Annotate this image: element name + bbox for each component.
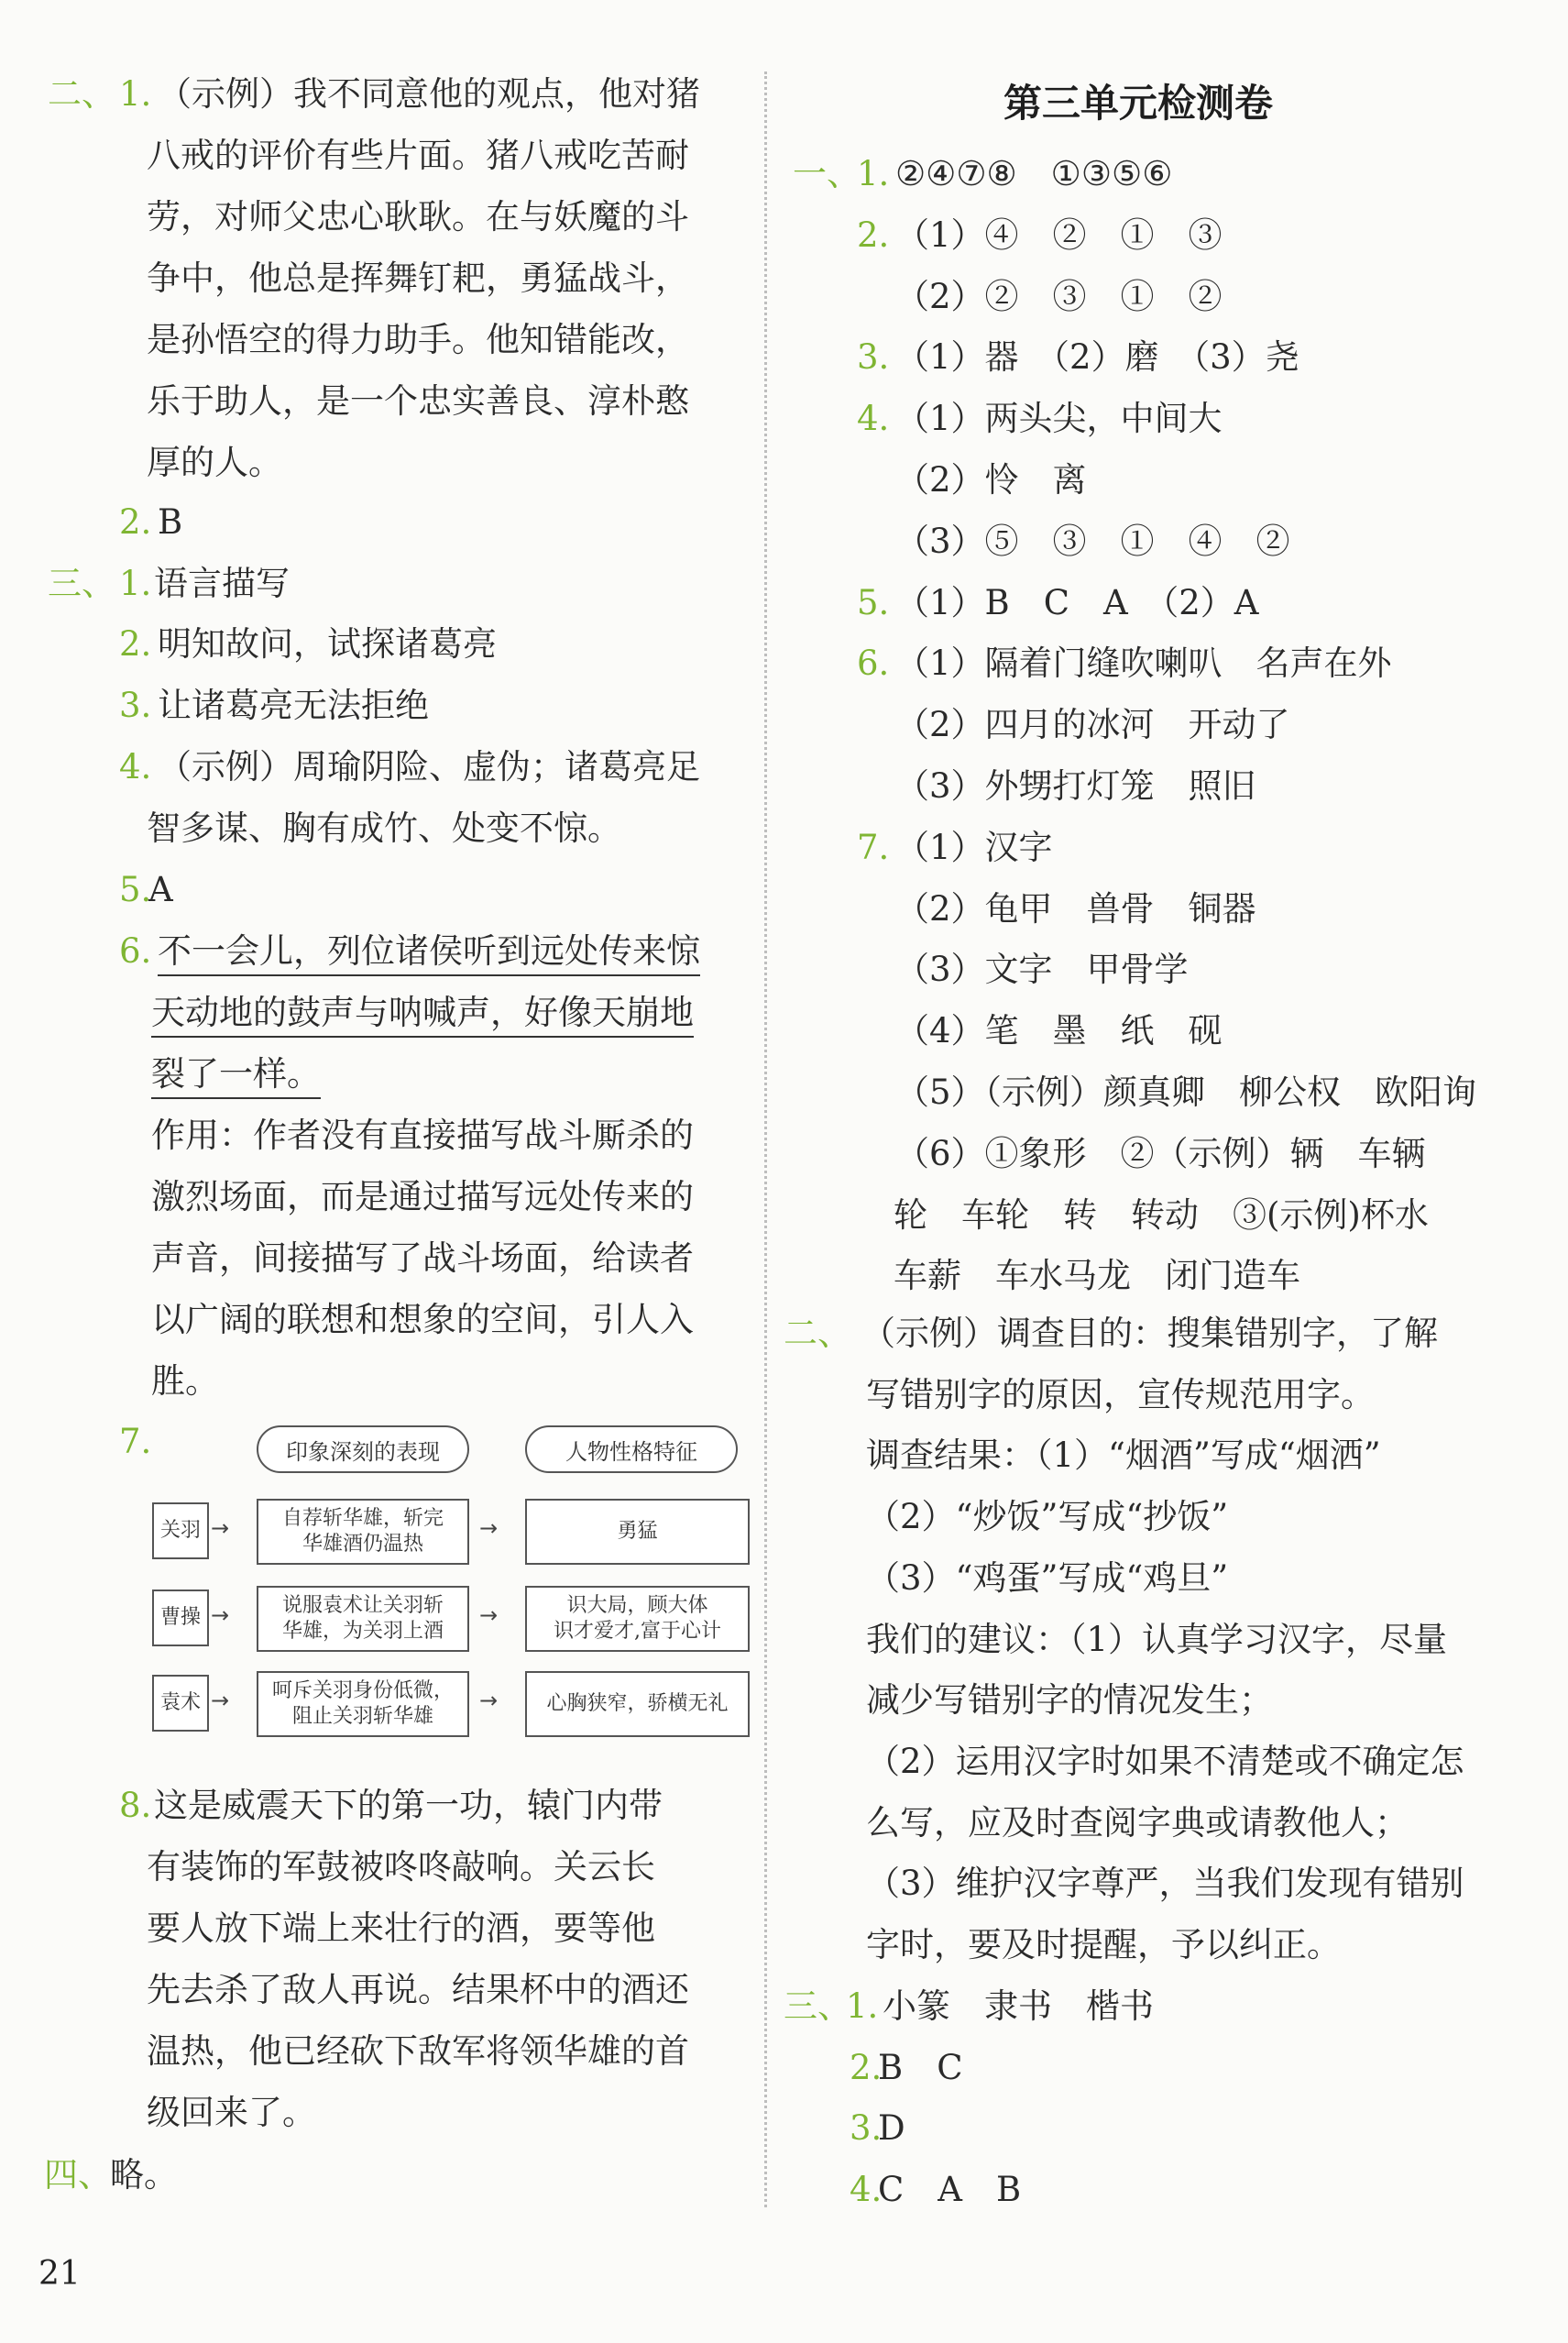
r-s2-line: （3）“鸡蛋”写成“鸡旦” <box>866 1557 1229 1598</box>
s3-q3-number: 3. <box>119 686 152 725</box>
r-s3-text: D <box>878 2108 905 2148</box>
arrow-icon: → <box>211 1602 230 1628</box>
s3-q5-answer: A <box>148 870 173 909</box>
r-item-number: 6. <box>857 644 890 684</box>
r-s3-number: 4. <box>850 2169 883 2209</box>
section-4-marker: 四、 <box>44 2155 112 2194</box>
s3-q6-effect-line: 胜。 <box>151 1361 219 1401</box>
r-item-text: ②④⑦⑧ ①③⑤⑥ <box>895 154 1173 193</box>
r-s3-text: B C <box>878 2047 963 2087</box>
r-item-text: （1）隔着门缝吹喇叭 名声在外 <box>895 644 1392 684</box>
s2-q1-line: 劳，对师父忠心耿耿。在与妖魔的斗 <box>147 197 689 236</box>
s2-q2-answer: B <box>158 502 183 542</box>
r-s2-line: （2）运用汉字时如果不清楚或不确定怎 <box>866 1741 1464 1781</box>
r-s3-number: 2. <box>850 2047 883 2087</box>
s3-q5-number: 5. <box>119 870 152 909</box>
s2-q1-line: 是孙悟空的得力助手。他知错能改， <box>147 320 689 359</box>
s4-answer: 略。 <box>110 2155 178 2194</box>
r-item-number: 3. <box>857 337 890 378</box>
s3-q6-effect-line: 声音，间接描写了战斗场面，给读者 <box>151 1238 694 1278</box>
s2-q1-line: （示例）我不同意他的观点，他对猪 <box>158 74 700 114</box>
r-s2-line: 调查结果：（1）“烟酒”写成“烟洒” <box>866 1436 1381 1476</box>
s3-q6-number: 6. <box>119 931 152 971</box>
r-item-number: 2. <box>857 214 890 255</box>
s3-q6-effect-line: 以广阔的联想和想象的空间，引人入 <box>151 1300 694 1339</box>
diagram-trait-line: 勇猛 <box>617 1520 658 1543</box>
diagram-trait <box>525 1499 750 1565</box>
s3-q6-underlined-line: 裂了一样。 <box>151 1051 321 1097</box>
s3-q3-answer: 让诸葛亮无法拒绝 <box>158 686 429 725</box>
s3-q6-effect-line: 激烈场面，而是通过描写远处传来的 <box>151 1177 694 1216</box>
r-item-text: （1）B C A （2）A <box>895 582 1259 622</box>
s3-q8-line: 有装饰的军鼓被咚咚敲响。关云长 <box>147 1847 655 1886</box>
r-item-number: 5. <box>857 582 890 622</box>
r-item-text: （2）② ③ ① ② <box>895 276 1223 316</box>
s3-q8-line: 级回来了。 <box>147 2093 316 2132</box>
s2-q1-line: 厚的人。 <box>147 443 282 482</box>
character-diagram <box>145 1425 750 1742</box>
s3-q8-number: 8. <box>119 1786 152 1825</box>
unit-test-title: 第三单元检测卷 <box>1003 81 1274 126</box>
s2-q1-line: 乐于助人，是一个忠实善良、淳朴憨 <box>147 381 689 421</box>
r-s2-line: 写错别字的原因，宣传规范用字。 <box>866 1374 1375 1414</box>
diagram-deed-line: 华雄酒仍温热 <box>302 1533 423 1556</box>
diagram-deed <box>257 1499 469 1565</box>
arrow-icon: → <box>479 1602 499 1628</box>
r-item-number: 1. <box>857 154 890 193</box>
r-section-2-marker: 二、 <box>784 1314 851 1353</box>
r-item-text: 轮 车轮 转 转动 ③(示例)杯水 <box>894 1194 1429 1235</box>
r-item-text: （3）文字 甲骨学 <box>895 950 1189 990</box>
diagram-trait-line: 识才爱才,富于心计 <box>554 1620 721 1643</box>
s2-q1-line: 争中，他总是挥舞钉耙，勇猛战斗， <box>147 258 689 298</box>
diagram-deed-line: 呵斥关羽身份低微， <box>271 1679 454 1702</box>
r-s2-line: （2）“炒饭”写成“抄饭” <box>866 1497 1229 1537</box>
section-2-marker: 二、 <box>48 74 115 114</box>
r-s3-text: C A B <box>878 2169 1022 2209</box>
r-s3-number: 3. <box>850 2108 883 2148</box>
diagram-header-impressions: 印象深刻的表现 <box>257 1425 469 1473</box>
r-item-number: 7. <box>857 827 890 867</box>
s3-q6-underlined-line: 天动地的鼓声与呐喊声，好像天崩地 <box>151 990 694 1036</box>
r-s3-text: 小篆 隶书 楷书 <box>883 1986 1154 2026</box>
r-s2-line: 字时，要及时提醒，予以纠正。 <box>866 1925 1341 1964</box>
r-s2-line: （示例）调查目的：搜集错别字，了解 <box>861 1314 1438 1353</box>
r-section-3-marker: 三、 <box>784 1986 851 2026</box>
r-item-text: （6）①象形 ②（示例）辆 车辆 <box>895 1133 1426 1173</box>
diagram-character-name: 曹操 <box>152 1590 209 1646</box>
s3-q6-underlined-line: 不一会儿，列位诸侯听到远处传来惊 <box>158 929 700 974</box>
s3-q4-line: 智多谋、胸有成竹、处变不惊。 <box>147 808 621 848</box>
r-section-1-marker: 一、 <box>793 154 861 193</box>
r-s2-line: 么写，应及时查阅字典或请教他人； <box>866 1802 1409 1842</box>
s3-q4-number: 4. <box>119 747 152 786</box>
r-item-text: （2）龟甲 兽骨 铜器 <box>895 888 1256 929</box>
diagram-trait <box>525 1671 750 1737</box>
r-s2-line: 减少写错别字的情况发生； <box>866 1680 1273 1721</box>
r-item-text: （1）④ ② ① ③ <box>895 214 1223 255</box>
s3-q8-line: 要人放下端上来壮行的酒，要等他 <box>147 1908 655 1948</box>
s3-q1-answer: 语言描写 <box>154 564 290 603</box>
r-item-text: （1）汉字 <box>895 827 1053 867</box>
r-item-text: （4）笔 墨 纸 砚 <box>895 1011 1223 1051</box>
s3-q6-effect-line: 作用：作者没有直接描写战斗厮杀的 <box>151 1116 694 1155</box>
s3-q4-line: （示例）周瑜阴险、虚伪；诸葛亮足 <box>158 747 700 786</box>
r-item-text: （1）两头尖，中间大 <box>895 399 1223 439</box>
diagram-deed <box>257 1586 469 1652</box>
diagram-trait <box>525 1586 750 1652</box>
diagram-character-name: 袁术 <box>152 1675 209 1732</box>
diagram-trait-line: 识大局，顾大体 <box>566 1594 708 1617</box>
arrow-icon: → <box>211 1515 230 1541</box>
s2-q2-number: 2. <box>119 502 152 542</box>
column-divider <box>764 72 767 2207</box>
r-item-text: （5）（示例）颜真卿 柳公权 欧阳询 <box>895 1072 1477 1112</box>
r-s3-number: 1. <box>846 1986 879 2026</box>
r-item-text: 车薪 车水马龙 闭门造车 <box>894 1256 1300 1296</box>
r-item-text: （2）四月的冰河 开动了 <box>895 705 1290 745</box>
s2-q1-number: 1. <box>119 74 152 114</box>
diagram-deed-line: 阻止关羽斩华雄 <box>291 1705 433 1728</box>
diagram-character-name: 关羽 <box>152 1502 209 1559</box>
r-item-text: （3）⑤ ③ ① ④ ② <box>895 521 1290 561</box>
r-item-text: （3）外甥打灯笼 照旧 <box>895 766 1256 806</box>
arrow-icon: → <box>479 1515 499 1541</box>
r-item-text: （2）怜 离 <box>895 460 1087 500</box>
diagram-deed <box>257 1671 469 1737</box>
s3-q7-number: 7. <box>119 1422 152 1461</box>
arrow-icon: → <box>479 1688 499 1713</box>
diagram-trait-line: 心胸狭窄，骄横无礼 <box>546 1692 729 1715</box>
r-item-text: （1）器 （2）磨 （3）尧 <box>895 337 1299 378</box>
diagram-deed-line: 说服袁术让关羽斩 <box>281 1594 444 1617</box>
diagram-deed-line: 自荐斩华雄，斩完 <box>281 1507 444 1530</box>
s3-q8-line: 温热，他已经砍下敌军将领华雄的首 <box>147 2031 689 2071</box>
section-3-marker: 三、 <box>48 564 115 603</box>
s3-q8-line: 先去杀了敌人再说。结果杯中的酒还 <box>147 1970 689 2009</box>
s3-q2-answer: 明知故问，试探诸葛亮 <box>158 624 497 664</box>
r-s2-line: （3）维护汉字尊严，当我们发现有错别 <box>866 1864 1464 1904</box>
diagram-header-traits: 人物性格特征 <box>525 1425 738 1473</box>
r-s2-line: 我们的建议：（1）认真学习汉字，尽量 <box>866 1619 1448 1659</box>
diagram-deed-line: 华雄，为关羽上酒 <box>281 1620 444 1643</box>
s3-q8-line: 这是威震天下的第一功，辕门内带 <box>154 1786 663 1825</box>
s3-q1-number: 1. <box>119 564 152 603</box>
page-number: 21 <box>38 2255 81 2293</box>
r-item-number: 4. <box>857 399 890 439</box>
s3-q2-number: 2. <box>119 624 152 664</box>
s2-q1-line: 八戒的评价有些片面。猪八戒吃苦耐 <box>147 136 689 175</box>
arrow-icon: → <box>211 1688 230 1713</box>
